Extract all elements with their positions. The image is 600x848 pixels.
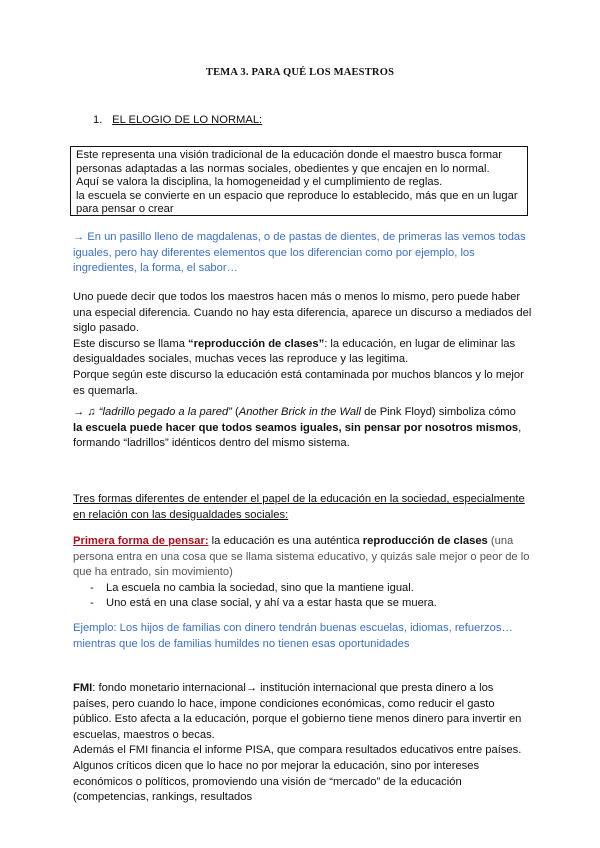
- list-item-text: Uno está en una clase social, y ahí va a estar hasta que se muera.: [106, 597, 437, 610]
- list-item: [73, 581, 533, 597]
- first-form-list: [73, 581, 533, 612]
- fmi-abbreviation: FMI: [73, 682, 93, 694]
- paragraph-line: es quemarla.: [73, 384, 138, 397]
- forms-heading-line: Tres formas diferentes de entender el papel de la educación en la sociedad, especialmente: [73, 493, 525, 505]
- box-line: personas adaptadas a las normas sociales, obedientes y que encajen en lo normal.: [76, 162, 490, 175]
- text-run: de Pink Floyd) simboliza cómo: [361, 406, 516, 418]
- reproduction-paragraph: [73, 290, 533, 399]
- list-item-text: La escuela no cambia la sociedad, sino que la mantiene igual.: [106, 581, 414, 594]
- blue-note-line: iguales, pero hay diferentes elementos que los diferencian como por ejemplo, los: [73, 246, 475, 259]
- first-form: [73, 534, 533, 612]
- fmi-paragraph: [73, 681, 533, 806]
- song-title: Another Brick in the Wall: [238, 406, 362, 418]
- dash-marker: -: [90, 581, 94, 594]
- paragraph-line: [73, 534, 533, 550]
- first-form-label: Primera forma de pensar:: [73, 535, 209, 547]
- paragraph-line: escuelas, maestros o becas.: [73, 728, 215, 741]
- reproduction-term: “reproducción de clases”: [188, 337, 325, 350]
- song-quote: “ladrillo pegado a la pared”: [98, 406, 232, 418]
- section-number: 1.: [93, 114, 103, 126]
- blue-note-line: → En un pasillo lleno de magdalenas, o de pastas de dientes, de primeras las vemos todas: [73, 231, 526, 243]
- paragraph-line: (competencias, rankings, resultados: [73, 791, 253, 804]
- paragraph-line: [73, 421, 533, 437]
- paragraph-line: formando “ladrillos” idénticos dentro del mismo sistema.: [73, 437, 350, 450]
- paragraph-line: persona entra en una cosa que se llama sistema educativo, y quizás sale mejor o peor de lo: [73, 550, 530, 563]
- paragraph-line: una especial diferencia. Cuando no hay esta diferencia, aparece un discurso a mediados del: [73, 306, 532, 319]
- forms-heading-line: en relación con las desigualdades sociales:: [73, 508, 289, 521]
- paragraph-line: [73, 681, 533, 697]
- paragraph-line: [73, 337, 533, 353]
- paragraph-line: público. Esto afecta a la educación, porque el gobierno tiene menos dinero para invertir en: [73, 713, 522, 726]
- list-item: [73, 596, 533, 612]
- section-heading: [93, 114, 262, 126]
- text-run: (: [231, 406, 239, 418]
- text-run: la educación es una auténtica: [208, 535, 363, 547]
- example-note: [73, 621, 533, 652]
- paragraph-line: económicos o políticos, promoviendo una visión de “mercado” de la educación: [73, 775, 462, 788]
- blue-note: [73, 230, 533, 277]
- paragraph-line: Uno puede decir que todos los maestros hacen más o menos lo mismo, pero puede haber: [73, 291, 521, 303]
- music-note-icon: → ♫: [73, 406, 99, 418]
- definition-box: [70, 146, 528, 216]
- text-run: : fondo monetario internacional→ institución internacional que presta dinero a los: [92, 682, 494, 694]
- paragraph-line: [73, 405, 533, 421]
- document-title: TEMA 3. PARA QUÉ LOS MAESTROS: [205, 67, 395, 78]
- box-line: Este representa una visión tradicional de la educación donde el maestro busca formar: [76, 149, 502, 161]
- example-line: Ejemplo: Los hijos de familias con dinero tendrán buenas escuelas, idiomas, refuerzos…: [73, 622, 513, 634]
- dash-marker: -: [90, 597, 94, 610]
- text-run: ,: [518, 421, 522, 434]
- text-run: Este discurso se llama: [73, 337, 189, 350]
- example-line: mientras que los de familias humildes no tienen esas oportunidades: [73, 637, 410, 650]
- box-line: la escuela se convierte en un espacio que reproduce lo establecido, más que en un lugar: [76, 189, 518, 202]
- blue-note-line: ingredientes, la forma, el sabor…: [73, 262, 238, 275]
- song-paragraph: [73, 405, 533, 452]
- song-key-idea: la escuela puede hacer que todos seamos iguales, sin pensar por nosotros mismos: [73, 421, 519, 434]
- text-run: (una: [487, 535, 514, 547]
- paragraph-line: Algunos críticos dicen que lo hace no por mejorar la educación, sino por intereses: [73, 759, 480, 772]
- forms-heading: [73, 492, 533, 523]
- paragraph-line: Porque según este discurso la educación está contaminada por muchos blancos y lo mejor: [73, 368, 524, 381]
- paragraph-line: desigualdades sociales, muchas veces las reproduce y las legitima.: [73, 353, 409, 366]
- reproduction-term: reproducción de clases: [362, 535, 488, 547]
- paragraph-line: que ha entrado, sin movimiento): [73, 566, 233, 579]
- paragraph-line: Además el FMI financia el informe PISA, que compara resultados educativos entre países.: [73, 744, 522, 757]
- text-run: : la educación, en lugar de eliminar las: [324, 337, 516, 350]
- paragraph-line: países, pero cuando lo hace, impone condiciones económicas, como reducir el gasto: [73, 697, 495, 710]
- section-title: EL ELOGIO DE LO NORMAL:: [112, 114, 263, 126]
- box-line: Aquí se valora la disciplina, la homogeneidad y el cumplimiento de reglas.: [76, 176, 443, 189]
- box-line: para pensar o crear: [76, 203, 174, 216]
- paragraph-line: siglo pasado.: [73, 322, 139, 335]
